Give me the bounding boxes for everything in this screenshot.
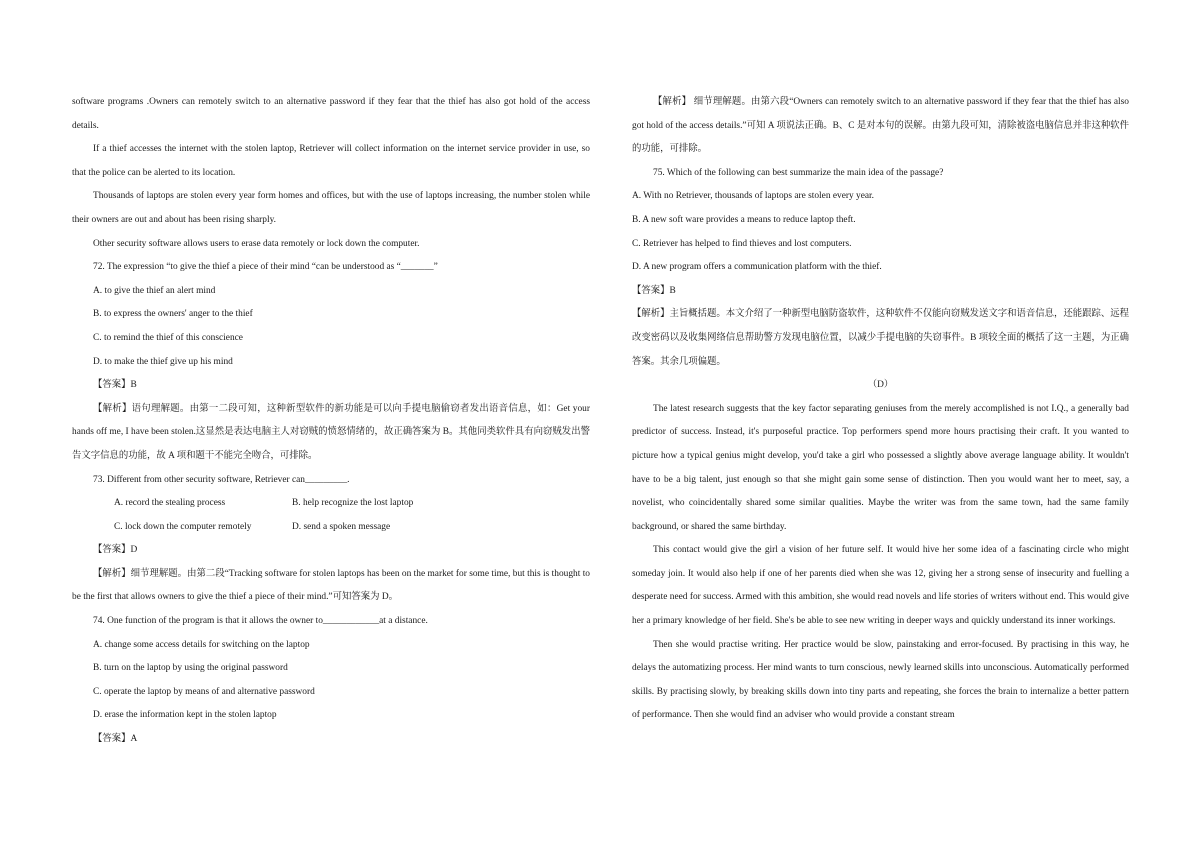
option-73-b: B. help recognize the lost laptop xyxy=(292,498,414,509)
question-74: 74. One function of the program is that it allows the owner to____________at a distance. xyxy=(93,616,428,627)
answer-74: 【答案】A xyxy=(93,734,138,745)
passage-paragraph: software programs .Owners can remotely switch to an alternative password if they fear that the thief has also got hold of the access details. xyxy=(72,97,590,131)
option-75-b: B. A new soft ware provides a means to reduce laptop theft. xyxy=(632,214,856,225)
left-column xyxy=(72,91,590,752)
option-75-c: C. Retriever has helped to find thieves and lost computers. xyxy=(632,238,852,249)
option-74-d: D. erase the information kept in the stolen laptop xyxy=(93,710,277,721)
answer-73: 【答案】D xyxy=(93,545,138,556)
question-72: 72. The expression “to give the thief a piece of their mind “can be understood as “_______” xyxy=(93,262,438,273)
analysis-73: 【解析】细节理解题。由第二段“Tracking software for stolen laptops has been on the market for some time, but this is thought to be the first that allows owners to give the thief a piece of their mind.”可知答案为 D。 xyxy=(72,568,590,603)
option-72-d: D. to make the thief give up his mind xyxy=(93,356,233,367)
option-74-b: B. turn on the laptop by using the original password xyxy=(93,663,288,674)
option-73-c: C. lock down the computer remotely xyxy=(114,521,252,532)
option-74-a: A. change some access details for switching on the laptop xyxy=(93,639,310,650)
option-74-c: C. operate the laptop by means of and alternative password xyxy=(93,686,315,697)
right-column xyxy=(632,91,1129,728)
passage-paragraph: If a thief accesses the internet with the stolen laptop, Retriever will collect information on the internet service provider in use, so that the police can be alerted to its location. xyxy=(72,144,590,178)
passage-paragraph: This contact would give the girl a vision of her future self. It would hive her some idea of a fascinating circle who might someday join. It would also help if one of her parents died when she was 12, giving her a strong sense of insecurity and fuelling a desperate need for success. Armed with this ambition, she would read novels and life stories of writers without end. This would give her a primary knowledge of her field. She's be able to see new writing in deeper ways and quickly understand its inner workings. xyxy=(632,545,1129,627)
option-73-a: A. record the stealing process xyxy=(114,498,226,509)
option-73-d: D. send a spoken message xyxy=(292,521,391,532)
answer-75: 【答案】B xyxy=(632,285,676,296)
answer-72: 【答案】B xyxy=(93,380,137,391)
option-75-a: A. With no Retriever, thousands of laptops are stolen every year. xyxy=(632,191,874,202)
passage-paragraph: Thousands of laptops are stolen every year form homes and offices, but with the use of laptops increasing, the number stolen while their owners are out and about has been rising sharply. xyxy=(72,191,590,225)
options-73-ab xyxy=(72,492,590,516)
option-72-a: A. to give the thief an alert mind xyxy=(93,285,216,296)
analysis-72: 【解析】语句理解题。由第一二段可知，这种新型软件的新功能是可以向手提电脑偷窃者发出语音信息，如：Get your hands off me, I have been stolen.这显然是表达电脑主人对窃贼的愤怒情绪的，故正确答案为 B。其他同类软件具有向窃贼发出警告文字信息的功能，故 A 项和题干不能完全吻合，可排除。 xyxy=(72,403,590,461)
question-75: 75. Which of the following can best summarize the main idea of the passage? xyxy=(653,167,944,178)
option-72-b: B. to express the owners' anger to the thief xyxy=(93,309,253,320)
question-73: 73. Different from other security software, Retriever can_________. xyxy=(93,474,350,485)
passage-paragraph: The latest research suggests that the key factor separating geniuses from the merely accomplished is not I.Q., a generally bad predictor of success. Instead, it's purposeful practice. Top performers spend more hours practising their craft. It you wanted to picture how a typical genius might develop, you'd take a girl who possessed a slightly above average language ability. It wouldn't have to be a big talent, just enough so that she might gain some sense of distinction. Then you would want her to meet, say, a novelist, who coincidentally shared some similar qualities. Maybe the writer was from the same town, had the same family background, or shared the same birthday. xyxy=(632,403,1129,532)
analysis-75: 【解析】主旨概括题。本文介绍了一种新型电脑防盗软件，这种软件不仅能向窃贼发送文字和语音信息，还能跟踪、远程改变密码以及收集网络信息帮助警方发现电脑位置，以减少手提电脑的失窃事件。B 项较全面的概括了这一主题，为正确答案。其余几项偏题。 xyxy=(632,309,1129,367)
passage-paragraph: Other security software allows users to erase data remotely or lock down the computer. xyxy=(93,238,420,249)
option-72-c: C. to remind the thief of this conscience xyxy=(93,332,243,343)
section-heading: （D） xyxy=(867,380,894,391)
passage-paragraph: Then she would practise writing. Her practice would be slow, painstaking and error-focused. By practising in this way, he delays the automatizing process. Her mind wants to turn conscious, newly learned skills into unconscious. Automatically performed skills. By practising slowly, by breaking skills down into tiny parts and repeating, she forces the brain to internalize a better pattern of performance. Then she would find an adviser who would provide a constant stream xyxy=(632,639,1129,721)
options-73-cd xyxy=(72,516,590,540)
option-75-d: D. A new program offers a communication platform with the thief. xyxy=(632,262,882,273)
analysis-74: 【解析】 细节理解题。由第六段“Owners can remotely switch to an alternative password if they fear that the thief has also got hold of the access details.”可知 A 项说法正确。B、C 是对本句的误解。由第九段可知，清除被盗电脑信息并非这种软件的功能，可排除。 xyxy=(632,97,1129,155)
